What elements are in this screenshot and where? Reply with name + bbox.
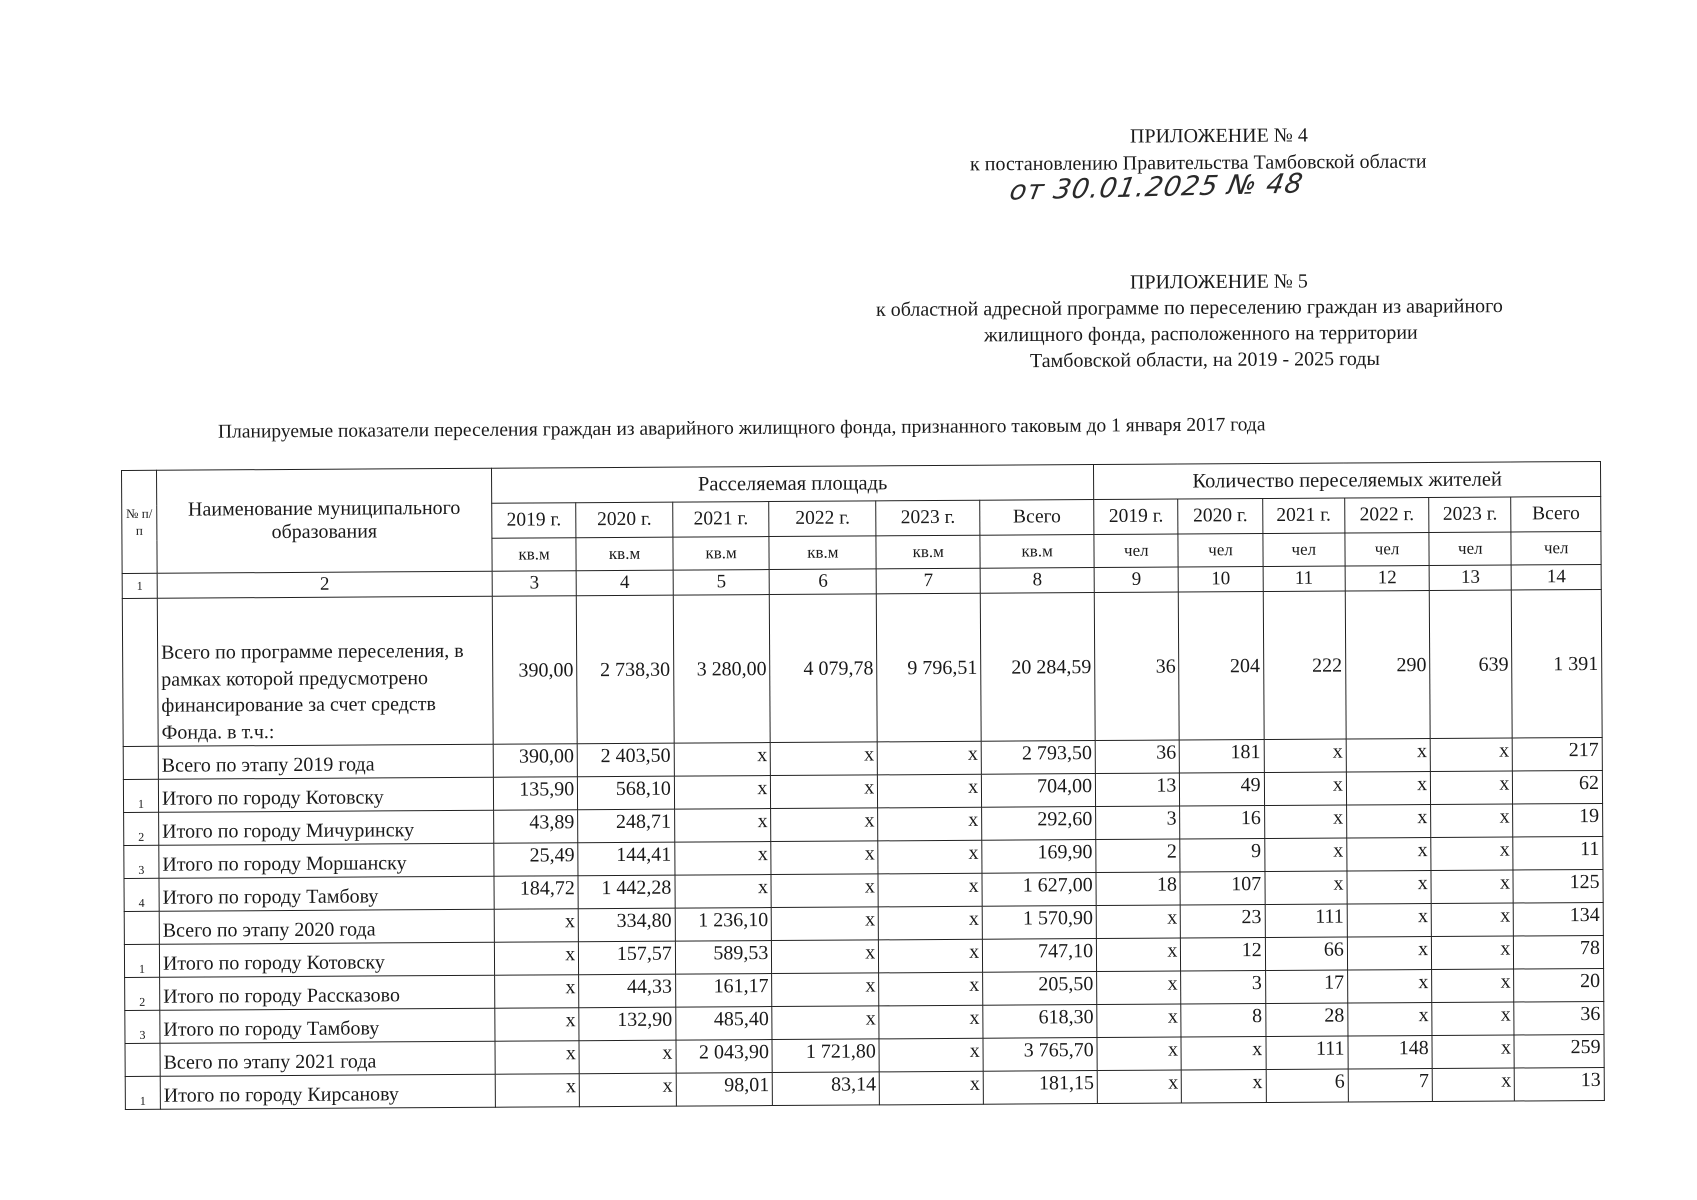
area-value: 248,71	[578, 809, 675, 843]
residents-value: x	[1264, 838, 1346, 872]
area-value: 132,90	[579, 1007, 676, 1041]
area-value: 43,89	[494, 810, 578, 844]
area-value: 2 738,30	[577, 595, 674, 744]
area-value: x	[879, 939, 983, 973]
area-value: 589,53	[675, 941, 772, 975]
header-residents-year: 2022 г.	[1345, 498, 1429, 534]
area-value: x	[675, 875, 772, 909]
residents-value: x	[1431, 837, 1513, 871]
row-number	[125, 1043, 160, 1076]
residents-value: x	[1182, 1070, 1266, 1104]
header-residents-unit: чел	[1429, 532, 1511, 566]
residents-value: 36	[1095, 740, 1179, 774]
residents-value: 13	[1096, 773, 1180, 807]
residents-value: x	[1097, 1037, 1181, 1071]
residents-value: 217	[1513, 737, 1603, 771]
appendix4-subtitle: к постановлению Правительства Тамбовской области	[969, 150, 1427, 176]
residents-value: x	[1432, 1035, 1514, 1069]
area-value: x	[675, 842, 772, 876]
header-area-unit: кв.м	[980, 535, 1094, 569]
residents-value: x	[1347, 937, 1431, 971]
residents-value: 259	[1514, 1034, 1604, 1068]
residents-value: 28	[1265, 1003, 1347, 1037]
appendix4-title: ПРИЛОЖЕНИЕ № 4	[1129, 124, 1308, 148]
residents-value: 66	[1265, 937, 1347, 971]
area-value: x	[494, 909, 578, 943]
residents-value: 204	[1179, 592, 1264, 741]
header-column-index: 8	[980, 568, 1094, 594]
area-value: x	[771, 874, 878, 908]
residents-value: x	[1346, 772, 1430, 806]
residents-value: 19	[1513, 803, 1603, 837]
row-name: Всего по этапу 2021 года	[160, 1041, 495, 1076]
area-value: 184,72	[494, 876, 578, 910]
residents-value: x	[1264, 772, 1346, 806]
residents-value: 20	[1514, 968, 1604, 1002]
area-value: x	[771, 841, 878, 875]
header-residents-year: 2023 г.	[1429, 497, 1511, 533]
residents-value: x	[1097, 1004, 1181, 1038]
header-area-year: 2020 г.	[576, 502, 673, 538]
row-number	[124, 911, 159, 944]
area-value: 161,17	[675, 974, 772, 1008]
area-value: 9 796,51	[877, 593, 982, 742]
area-value: x	[878, 774, 982, 808]
appendix5-line1: к областной адресной программе по переселению граждан из аварийного	[875, 295, 1503, 321]
residents-value: x	[1347, 838, 1431, 872]
header-column-index: 14	[1512, 564, 1602, 590]
area-value: x	[674, 743, 771, 777]
residents-value: 23	[1181, 905, 1265, 939]
area-value: x	[879, 1005, 983, 1039]
area-value: 44,33	[579, 974, 676, 1008]
residents-value: x	[1346, 739, 1430, 773]
header-column-index: 12	[1345, 566, 1429, 592]
header-residents-group: Количество переселяемых жителей	[1094, 461, 1601, 499]
header-residents-unit: чел	[1345, 533, 1429, 567]
area-value: x	[878, 873, 982, 907]
area-value: x	[772, 907, 879, 941]
row-number	[122, 598, 158, 746]
area-value: 205,50	[983, 972, 1097, 1006]
header-area-year: Всего	[980, 500, 1094, 536]
residents-value: 111	[1266, 1036, 1348, 1070]
residents-value: x	[1347, 871, 1431, 905]
area-value: x	[494, 942, 578, 976]
row-number: 3	[125, 1010, 160, 1043]
header-area-group: Расселяемая площадь	[491, 465, 1093, 504]
area-value: 1 627,00	[982, 873, 1096, 907]
header-name: Наименование муниципального образования	[156, 468, 492, 573]
residents-value: 17	[1265, 970, 1347, 1004]
residents-value: 639	[1429, 590, 1512, 738]
area-value: x	[674, 809, 771, 843]
header-area-unit: кв.м	[769, 536, 876, 570]
header-area-unit: кв.м	[673, 537, 770, 571]
header-column-index: 3	[492, 571, 576, 597]
area-value: x	[495, 1041, 579, 1075]
residents-value: 49	[1180, 773, 1264, 807]
area-value: 292,60	[982, 807, 1096, 841]
area-value: 3 765,70	[983, 1038, 1097, 1072]
area-value: x	[772, 940, 879, 974]
area-value: x	[878, 807, 982, 841]
handwritten-date-number: от 30.01.2025 № 48	[1007, 168, 1306, 207]
residents-value: 36	[1094, 592, 1179, 741]
area-value: 3 280,00	[673, 595, 770, 744]
area-value: 1 236,10	[675, 908, 772, 942]
area-value: x	[877, 741, 981, 775]
header-area-year: 2022 г.	[769, 501, 876, 537]
area-value: 2 403,50	[577, 743, 674, 777]
table-row	[122, 589, 1602, 746]
header-residents-unit: чел	[1263, 533, 1345, 567]
row-name: Всего по этапу 2020 года	[159, 909, 494, 944]
area-value: 4 079,78	[770, 594, 878, 743]
row-name: Итого по городу Тамбову	[159, 876, 494, 911]
row-name: Итого по городу Котовску	[159, 942, 494, 977]
residents-value: x	[1097, 938, 1181, 972]
header-column-index: 10	[1179, 567, 1263, 593]
residents-value: 9	[1180, 839, 1264, 873]
area-value: 135,90	[493, 777, 577, 811]
row-name: Итого по городу Тамбову	[160, 1008, 495, 1043]
area-value: 485,40	[676, 1007, 773, 1041]
residents-value: 125	[1513, 869, 1603, 903]
residents-value: x	[1431, 870, 1513, 904]
appendix5-line2: жилищного фонда, расположенного на территории	[983, 321, 1418, 347]
residents-value: 107	[1180, 872, 1264, 906]
header-column-index: 4	[576, 570, 673, 596]
residents-value: x	[1432, 1068, 1514, 1102]
residents-value: x	[1265, 871, 1347, 905]
residents-value: x	[1348, 1003, 1432, 1037]
area-value: x	[772, 973, 879, 1007]
row-name: Всего по этапу 2019 года	[158, 744, 493, 779]
residents-value: x	[1431, 771, 1513, 805]
area-value: 20 284,59	[980, 593, 1095, 742]
area-value: 157,57	[579, 941, 676, 975]
residents-value: x	[1431, 903, 1513, 937]
residents-value: 111	[1265, 904, 1347, 938]
area-value: x	[878, 906, 982, 940]
area-value: 1 570,90	[982, 906, 1096, 940]
residents-value: x	[1264, 805, 1346, 839]
row-name: Итого по городу Мичуринску	[159, 810, 494, 845]
header-column-index: 2	[157, 571, 492, 598]
residents-value: 148	[1348, 1036, 1432, 1070]
row-number: 1	[123, 779, 158, 812]
residents-value: 1 391	[1512, 589, 1602, 738]
area-value: x	[772, 1006, 879, 1040]
area-value: 83,14	[773, 1072, 880, 1106]
residents-value: 3	[1181, 971, 1265, 1005]
residents-value: x	[1432, 1002, 1514, 1036]
area-value: x	[771, 775, 878, 809]
area-value: 181,15	[983, 1071, 1097, 1105]
residents-value: x	[1430, 738, 1512, 772]
area-value: x	[879, 1038, 983, 1072]
header-area-unit: кв.м	[492, 538, 576, 572]
row-number	[123, 746, 158, 779]
area-value: x	[674, 776, 771, 810]
row-number: 1	[125, 1076, 160, 1109]
residents-value: 3	[1096, 806, 1180, 840]
area-value: 390,00	[492, 596, 577, 745]
residents-value: 11	[1513, 836, 1603, 870]
header-residents-unit: чел	[1511, 531, 1601, 565]
header-area-unit: кв.м	[576, 537, 673, 571]
residents-value: 181	[1180, 740, 1264, 774]
residents-value: 78	[1514, 935, 1604, 969]
residents-value: 36	[1514, 1001, 1604, 1035]
area-value: 2 793,50	[981, 741, 1095, 775]
header-column-index: 13	[1429, 565, 1511, 591]
header-num: № п/п	[122, 470, 158, 573]
header-area-unit: кв.м	[876, 535, 980, 569]
residents-value: 18	[1096, 872, 1180, 906]
residents-value: 16	[1180, 806, 1264, 840]
area-value: x	[579, 1073, 676, 1107]
residents-value: x	[1097, 1070, 1181, 1104]
row-number: 2	[125, 977, 160, 1010]
residents-value: 134	[1514, 902, 1604, 936]
header-residents-year: 2019 г.	[1094, 499, 1178, 535]
area-value: 25,49	[494, 843, 578, 877]
area-value: 334,80	[578, 908, 675, 942]
residents-value: x	[1264, 739, 1346, 773]
relocation-table	[121, 461, 1605, 1110]
area-value: 1 442,28	[578, 875, 675, 909]
area-value: 144,41	[578, 842, 675, 876]
header-column-index: 5	[673, 570, 770, 596]
area-value: x	[878, 840, 982, 874]
appendix5-line3: Тамбовской области, на 2019 - 2025 годы	[1029, 347, 1380, 373]
area-value: 390,00	[493, 744, 577, 778]
row-number: 2	[124, 812, 159, 845]
area-value: x	[495, 1074, 579, 1108]
residents-value: 13	[1515, 1067, 1605, 1101]
residents-value: 290	[1345, 591, 1430, 740]
residents-value: 6	[1266, 1069, 1348, 1103]
header-area-year: 2021 г.	[673, 502, 770, 538]
header-column-index: 1	[122, 573, 157, 598]
area-value: x	[879, 972, 983, 1006]
header-residents-year: 2021 г.	[1262, 498, 1344, 534]
header-column-index: 7	[876, 568, 980, 594]
area-value: x	[579, 1040, 676, 1074]
residents-value: x	[1432, 936, 1514, 970]
area-value: x	[879, 1071, 983, 1105]
area-value: 568,10	[578, 776, 675, 810]
header-residents-year: 2020 г.	[1178, 499, 1262, 535]
area-value: x	[495, 975, 579, 1009]
header-column-index: 9	[1094, 567, 1178, 593]
area-value: x	[771, 742, 878, 776]
row-number: 1	[124, 944, 159, 977]
area-value: x	[495, 1008, 579, 1042]
residents-value: x	[1181, 1037, 1265, 1071]
header-residents-year: Всего	[1511, 496, 1601, 532]
residents-value: 8	[1181, 1004, 1265, 1038]
header-area-year: 2019 г.	[492, 503, 576, 539]
relocation-table-wrapper	[121, 461, 1605, 1110]
row-name: Итого по городу Котовску	[158, 777, 493, 812]
residents-value: 62	[1513, 770, 1603, 804]
residents-value: x	[1097, 971, 1181, 1005]
area-value: 704,00	[981, 774, 1095, 808]
residents-value: x	[1432, 969, 1514, 1003]
row-number: 3	[124, 845, 159, 878]
residents-value: 7	[1348, 1069, 1432, 1103]
residents-value: x	[1346, 805, 1430, 839]
residents-value: x	[1096, 905, 1180, 939]
area-value: 2 043,90	[676, 1040, 773, 1074]
area-value: 747,10	[982, 939, 1096, 973]
row-name: Итого по городу Рассказово	[160, 975, 495, 1010]
residents-value: 12	[1181, 938, 1265, 972]
row-name: Итого по городу Кирсанову	[160, 1074, 495, 1109]
header-column-index: 11	[1263, 566, 1345, 592]
row-name: Всего по программе переселения, в рамках которой предусмотрено финансирование за счет средств Фонда. в т.ч.:	[157, 596, 493, 746]
table-caption: Планируемые показатели переселения граждан из аварийного жилищного фонда, признанного таковым до 1 января 2017 года	[217, 414, 1266, 443]
header-residents-unit: чел	[1094, 534, 1178, 568]
residents-value: x	[1347, 970, 1431, 1004]
area-value: 169,90	[982, 840, 1096, 874]
row-name: Итого по городу Моршанску	[159, 843, 494, 878]
area-value: x	[771, 808, 878, 842]
header-residents-unit: чел	[1178, 534, 1262, 568]
residents-value: 2	[1096, 839, 1180, 873]
area-value: 618,30	[983, 1005, 1097, 1039]
row-number: 4	[124, 878, 159, 911]
header-area-year: 2023 г.	[876, 500, 980, 536]
appendix5-title: ПРИЛОЖЕНИЕ № 5	[1129, 270, 1308, 294]
header-column-index: 6	[770, 569, 877, 595]
area-value: 1 721,80	[772, 1039, 879, 1073]
area-value: 98,01	[676, 1073, 773, 1107]
residents-value: x	[1431, 804, 1513, 838]
residents-value: x	[1347, 904, 1431, 938]
residents-value: 222	[1263, 591, 1346, 739]
